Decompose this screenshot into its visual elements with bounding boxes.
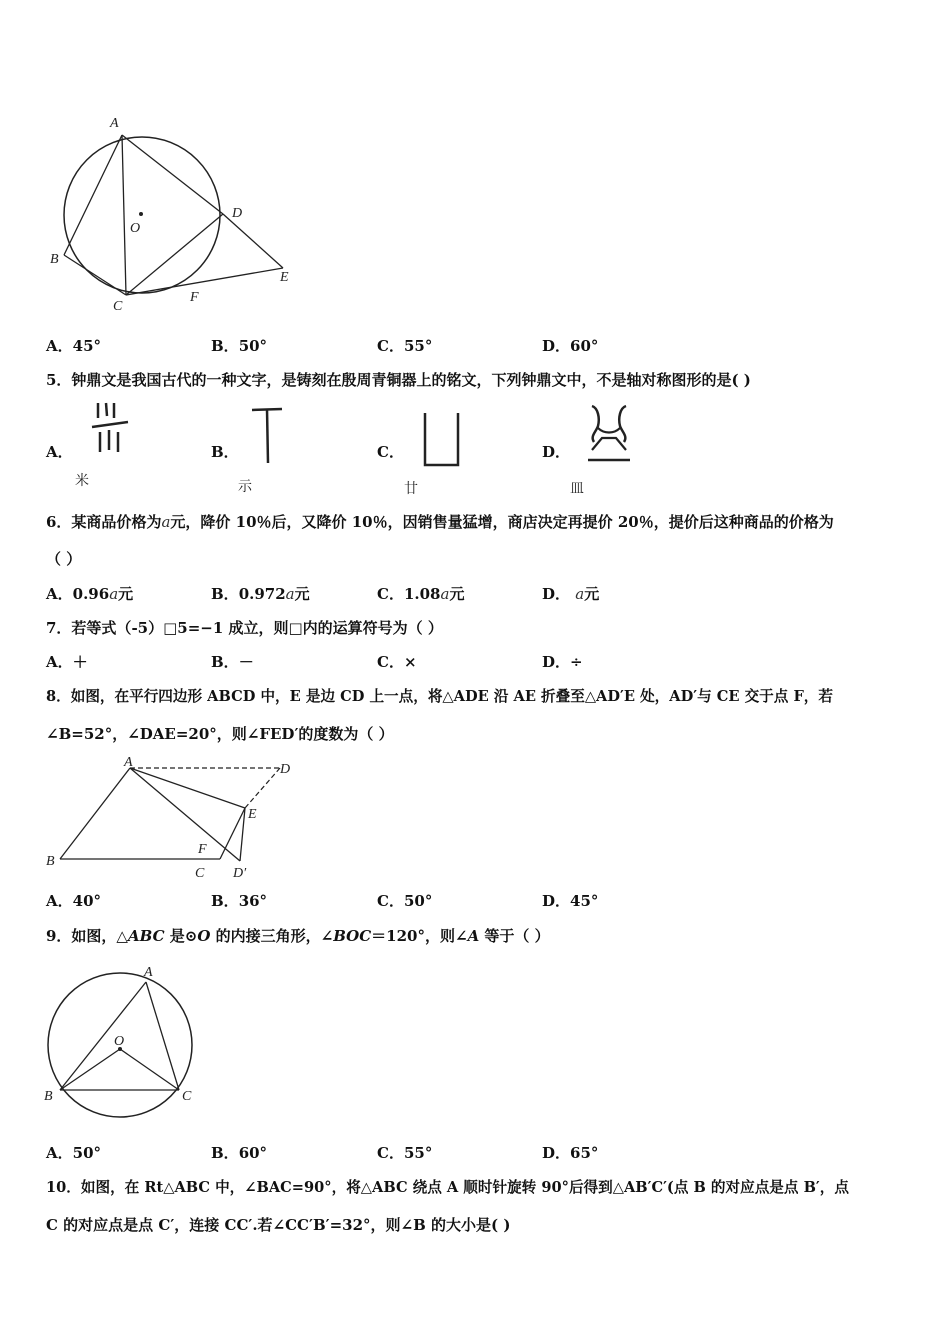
option-letter: D． xyxy=(542,585,571,603)
q8-stem-line2: ∠B=52°，∠DAE=20°，则∠FED′的度数为（ ） xyxy=(46,725,394,743)
q5-glyph-a-icon xyxy=(88,400,138,460)
option-letter: C． xyxy=(377,653,404,671)
q5-caption-d: 皿 xyxy=(570,481,584,497)
option-letter: C． xyxy=(377,443,404,461)
q10-stem-line1: 10．如图，在 Rt△ABC 中，∠BAC=90°，将△ABC 绕点 A 顺时针旋转 90°后得到△AB′C′(点 B 的对应点是点 B′，点 xyxy=(46,1179,849,1196)
q8-option-b[interactable] xyxy=(211,891,267,911)
option-unit: 元 xyxy=(584,585,600,603)
q4-line-CE xyxy=(126,268,283,295)
q9-figure xyxy=(40,960,210,1110)
q9-label-B: B xyxy=(44,1089,53,1104)
option-value: 36° xyxy=(238,892,268,910)
q6-stem-part1: 6．某商品价格为 xyxy=(46,513,162,531)
q9-option-a[interactable] xyxy=(46,1143,101,1163)
option-letter: B． xyxy=(211,653,239,671)
q4-figure xyxy=(40,105,310,320)
q4-label-A: A xyxy=(110,116,119,131)
q5-option-d[interactable] xyxy=(542,442,570,462)
q4-label-O: O xyxy=(130,221,141,236)
q5-glyph-d-icon xyxy=(584,402,634,467)
q9-label-C: C xyxy=(182,1089,192,1104)
option-var: a xyxy=(285,585,295,603)
q4-option-b[interactable] xyxy=(211,336,267,356)
q7-option-b[interactable] xyxy=(211,652,254,672)
q9-label-O: O xyxy=(114,1034,125,1049)
q9-stem-pre: 9．如图，△ xyxy=(46,927,128,945)
q8-label-C: C xyxy=(195,866,205,881)
option-letter: A． xyxy=(46,443,73,461)
q6-stem-part2: 元，降价 10％后，又降价 10％，因销售量猛增，商店决定再提价 20％，提价后这种商品的价格为 xyxy=(170,513,834,531)
q8-option-d[interactable] xyxy=(542,891,598,911)
q8-label-D: D xyxy=(280,762,291,777)
q5-glyph-c-icon xyxy=(420,410,465,470)
q4-label-D: D xyxy=(232,206,243,221)
q9-stem-boc: BOC xyxy=(333,927,372,945)
option-letter: D． xyxy=(542,892,571,910)
q8-figure xyxy=(40,755,300,885)
q4-line-DE xyxy=(223,214,283,268)
q7-option-c[interactable] xyxy=(377,652,417,672)
q9-stem-abc: ABC xyxy=(127,927,165,945)
q9-label-A: A xyxy=(144,965,153,980)
q5-option-c[interactable] xyxy=(377,442,404,462)
q4-line-AC xyxy=(122,135,126,295)
q10-stem-line2: C 的对应点是点 C′，连接 CC′.若∠CC′B′=32°，则∠B 的大小是( ) xyxy=(46,1216,511,1234)
option-letter: A． xyxy=(46,585,73,603)
option-var: a xyxy=(109,585,119,603)
q6-option-d[interactable] xyxy=(542,584,599,604)
q8-option-c[interactable] xyxy=(377,891,432,911)
option-value: ＋ xyxy=(72,653,88,671)
q9-stem-o: O xyxy=(197,927,211,945)
q9-option-c[interactable] xyxy=(377,1143,432,1163)
q4-option-d[interactable] xyxy=(542,336,598,356)
q9-stem-mid2: 的内接三角形，∠ xyxy=(210,927,334,945)
option-letter: C． xyxy=(377,1144,404,1162)
q7-option-a[interactable] xyxy=(46,652,88,672)
q4-line-AB xyxy=(64,135,122,255)
option-letter: B． xyxy=(211,337,239,355)
q4-center-dot xyxy=(139,212,143,216)
option-letter: B． xyxy=(211,585,239,603)
q7-option-d[interactable] xyxy=(542,652,583,672)
q9-stem-post: ＝120°，则∠ xyxy=(371,927,468,945)
q8-stem-line1: 8．如图，在平行四边形 ABCD 中，E 是边 CD 上一点，将△ADE 沿 AE 折叠至△AD′E 处，AD′与 CE 交于点 F，若 xyxy=(46,688,833,705)
q6-option-c[interactable] xyxy=(377,584,464,604)
option-letter: A． xyxy=(46,653,73,671)
q5-caption-a: 米 xyxy=(75,473,89,489)
option-value: ÷ xyxy=(570,653,583,671)
q5-caption-c: 廿 xyxy=(404,481,418,497)
q5-option-a[interactable] xyxy=(46,442,73,462)
option-value: 55° xyxy=(403,337,433,355)
q4-label-F: F xyxy=(190,290,199,305)
q8-label-A: A xyxy=(124,755,133,770)
q6-option-b[interactable] xyxy=(211,584,310,604)
option-var: a xyxy=(575,585,585,603)
option-value: 50° xyxy=(72,1144,102,1162)
option-value: 50° xyxy=(403,892,433,910)
option-num: 0.96 xyxy=(72,585,110,603)
q4-label-E: E xyxy=(280,270,289,285)
option-letter: D． xyxy=(542,1144,571,1162)
q6-var: a xyxy=(161,513,171,531)
option-letter: D． xyxy=(542,653,571,671)
option-unit: 元 xyxy=(449,585,465,603)
option-letter: A． xyxy=(46,1144,73,1162)
option-num: 1.08 xyxy=(403,585,441,603)
q8-label-F: F xyxy=(198,842,207,857)
q9-option-b[interactable] xyxy=(211,1143,267,1163)
option-value: 60° xyxy=(238,1144,268,1162)
option-letter: A． xyxy=(46,892,73,910)
option-unit: 元 xyxy=(118,585,134,603)
option-value: 55° xyxy=(403,1144,433,1162)
option-var: a xyxy=(440,585,450,603)
option-value: 65° xyxy=(570,1144,599,1162)
q9-line-OC xyxy=(120,1049,179,1090)
q4-label-B: B xyxy=(50,252,59,267)
q4-option-a[interactable] xyxy=(46,336,101,356)
q9-line-AB xyxy=(60,982,146,1090)
option-letter: C． xyxy=(377,337,404,355)
q8-line-AD2 xyxy=(130,768,240,861)
q6-option-a[interactable] xyxy=(46,584,133,604)
q8-label-D-prime: D′ xyxy=(233,866,247,881)
q9-stem xyxy=(46,926,550,946)
option-value: 40° xyxy=(72,892,102,910)
q8-label-B: B xyxy=(46,854,55,869)
option-value: 45° xyxy=(570,892,599,910)
option-letter: C． xyxy=(377,585,404,603)
q5-option-b[interactable] xyxy=(211,442,239,462)
q4-label-C: C xyxy=(113,299,123,314)
option-value: × xyxy=(403,653,417,671)
option-value: 60° xyxy=(570,337,599,355)
q5-stem: 5．钟鼎文是我国古代的一种文字，是铸刻在殷周青铜器上的铭文，下列钟鼎文中，不是轴对称图形的是( ) xyxy=(46,371,751,389)
option-value: － xyxy=(238,653,254,671)
q8-label-E: E xyxy=(248,807,257,822)
q5-caption-b: 示 xyxy=(238,479,252,495)
option-value: 50° xyxy=(238,337,268,355)
option-letter: D． xyxy=(542,443,571,461)
q8-line-DE xyxy=(245,768,280,808)
q9-stem-a: A xyxy=(467,927,480,945)
option-value: 45° xyxy=(72,337,102,355)
option-letter: C． xyxy=(377,892,404,910)
q9-line-OB xyxy=(60,1049,120,1090)
q8-line-AE xyxy=(130,768,245,808)
q6-stem-line2: （ ） xyxy=(46,550,82,568)
option-letter: B． xyxy=(211,443,239,461)
q4-option-c[interactable] xyxy=(377,336,432,356)
option-letter: A． xyxy=(46,337,73,355)
q6-stem xyxy=(46,512,834,532)
option-letter: B． xyxy=(211,1144,239,1162)
option-num: 0.972 xyxy=(238,585,286,603)
option-unit: 元 xyxy=(294,585,310,603)
q8-option-a[interactable] xyxy=(46,891,101,911)
q8-line-AB xyxy=(60,768,130,859)
q9-option-d[interactable] xyxy=(542,1143,598,1163)
q7-stem: 7．若等式（-5）□5=−1 成立，则□内的运算符号为（ ） xyxy=(46,619,443,637)
q5-glyph-b-icon xyxy=(248,405,288,465)
option-letter: D． xyxy=(542,337,571,355)
q9-stem-mid: 是⊙ xyxy=(164,927,198,945)
q4-line-BC xyxy=(64,255,126,295)
q9-stem-end: 等于（ ） xyxy=(479,927,550,945)
option-letter: B． xyxy=(211,892,239,910)
